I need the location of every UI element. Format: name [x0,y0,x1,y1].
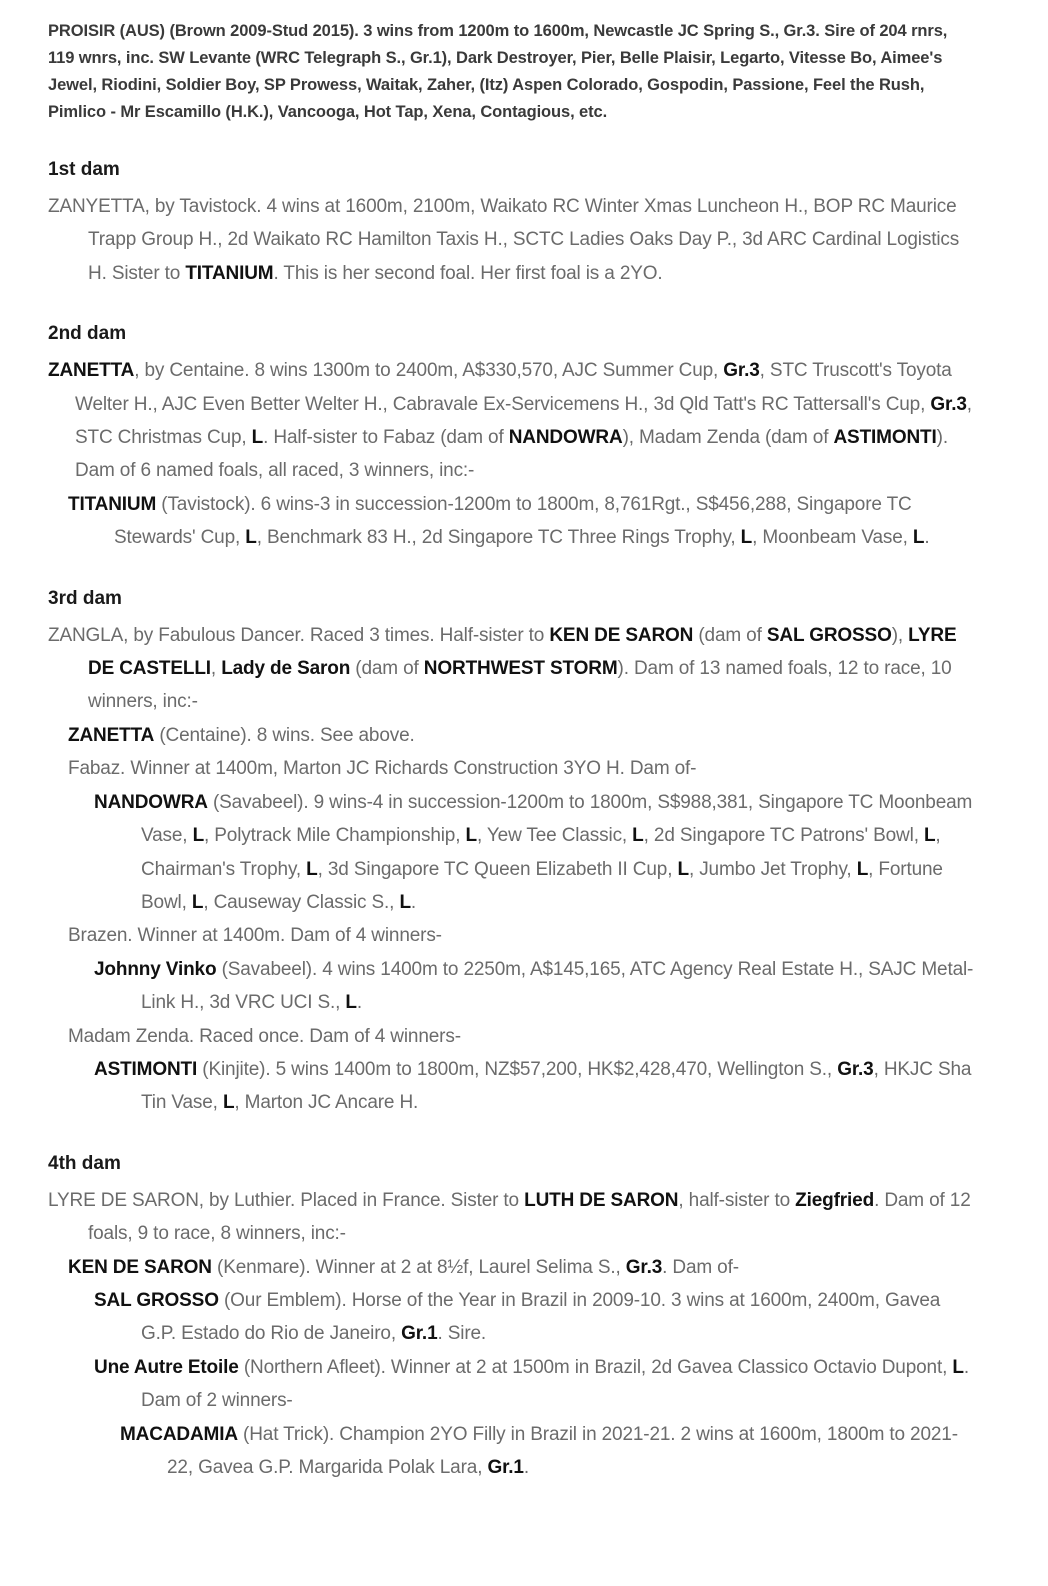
progeny-entry-fabaz: Fabaz. Winner at 1400m, Marton JC Richards Construction 3YO H. Dam of- [68,758,697,780]
progeny-entry-macadamia: MACADAMIA (Hat Trick). Champion 2YO Filly in Brazil in 2021-21. 2 wins at 1600m, 1800m to 2021-22, Gavea G.P. Margarida Polak Lara, Gr.1. [120,1423,958,1478]
fourth-dam-heading: 4th dam [48,1152,121,1174]
sire-paragraph: PROISIR (AUS) (Brown 2009-Stud 2015). 3 wins from 1200m to 1600m, Newcastle JC Spring S., Gr.3. Sire of 204 rnrs, 119 wnrs, inc. SW Levante (WRC Telegraph S., Gr.1), Dark Destroyer, Pier, Belle Plaisir, Legarto, Vitesse Bo, Aimee's Jewel, Riodini, Soldier Boy, SP Prowess, Waitak, Zaher, (Itz) Aspen Colorado, Gospodin, Passione, Feel the Rush, Pimlico - Mr Escamillo (H.K.), Vancooga, Hot Tap, Xena, Contagious, etc. [48,22,948,121]
first-dam-heading: 1st dam [48,159,120,180]
progeny-entry-sal-grosso: SAL GROSSO (Our Emblem). Horse of the Year in Brazil in 2009-10. 3 wins at 1600m, 2400m, Gavea G.P. Estado do Rio de Janeiro, Gr.1. Sire. [94,1289,941,1345]
pedigree-page [48,18,978,1484]
second-dam-entry: ZANETTA, by Centaine. 8 wins 1300m to 2400m, A$330,570, AJC Summer Cup, Gr.3, STC Truscott's Toyota Welter H., AJC Even Better Welter H., Cabravale Ex-Servicemens H., 3d Qld Tatt's RC Tattersall's Cup, Gr.3, STC Christmas Cup, L. Half-sister to Fabaz (dam of NANDOWRA), Madam Zenda (dam of ASTIMONTI). Dam of 6 named foals, all raced, 3 winners, inc:- [48,360,972,482]
progeny-entry-astimonti: ASTIMONTI (Kinjite). 5 wins 1400m to 1800m, NZ$57,200, HK$2,428,470, Wellington S., Gr.3, HKJC Sha Tin Vase, L, Marton JC Ancare H. [94,1058,972,1114]
progeny-entry-ken-de-saron: KEN DE SARON (Kenmare). Winner at 2 at 8½f, Laurel Selima S., Gr.3. Dam of- [68,1256,739,1278]
fourth-dam-section [48,1151,978,1485]
second-dam-section [48,321,978,554]
progeny-entry-titanium: TITANIUM (Tavistock). 6 wins-3 in succession-1200m to 1800m, 8,761Rgt., S$456,288, Singapore TC Stewards' Cup, L, Benchmark 83 H., 2d Singapore TC Three Rings Trophy, L, Moonbeam Vase, L. [68,493,930,549]
first-dam-entry: ZANYETTA, by Tavistock. 4 wins at 1600m, 2100m, Waikato RC Winter Xmas Luncheon H., BOP RC Maurice Trapp Group H., 2d Waikato RC Hamilton Taxis H., SCTC Ladies Oaks Day P., 3d ARC Cardinal Logistics H. Sister to TITANIUM. This is her second foal. Her first foal is a 2YO. [48,196,960,284]
progeny-entry-madam-zenda: Madam Zenda. Raced once. Dam of 4 winners- [68,1025,461,1047]
third-dam-heading: 3rd dam [48,587,122,609]
progeny-entry-zanetta: ZANETTA (Centaine). 8 wins. See above. [68,724,415,746]
third-dam-section [48,586,978,1120]
third-dam-entry: ZANGLA, by Fabulous Dancer. Raced 3 times. Half-sister to KEN DE SARON (dam of SAL GROSSO), LYRE DE CASTELLI, Lady de Saron (dam of NORTHWEST STORM). Dam of 13 named foals, 12 to race, 10 winners, inc:- [48,624,957,713]
progeny-entry-brazen: Brazen. Winner at 1400m. Dam of 4 winners- [68,925,442,947]
progeny-entry-johnny-vinko: Johnny Vinko (Savabeel). 4 wins 1400m to 2250m, A$145,165, ATC Agency Real Estate H., SAJC Metal-Link H., 3d VRC UCI S., L. [94,958,974,1014]
first-dam-section [48,157,978,290]
progeny-entry-une-autre-etoile: Une Autre Etoile (Northern Afleet). Winner at 2 at 1500m in Brazil, 2d Gavea Classico Octavio Dupont, L. Dam of 2 winners- [94,1356,969,1412]
progeny-entry-nandowra: NANDOWRA (Savabeel). 9 wins-4 in succession-1200m to 1800m, S$988,381, Singapore TC Moonbeam Vase, L, Polytrack Mile Championship, L, Yew Tee Classic, L, 2d Singapore TC Patrons' Bowl, L, Chairman's Trophy, L, 3d Singapore TC Queen Elizabeth II Cup, L, Jumbo Jet Trophy, L, Fortune Bowl, L, Causeway Classic S., L. [94,791,973,913]
fourth-dam-entry: LYRE DE SARON, by Luthier. Placed in France. Sister to LUTH DE SARON, half-sister to Ziegfried. Dam of 12 foals, 9 to race, 8 winners, inc:- [48,1189,971,1245]
second-dam-heading: 2nd dam [48,323,127,345]
